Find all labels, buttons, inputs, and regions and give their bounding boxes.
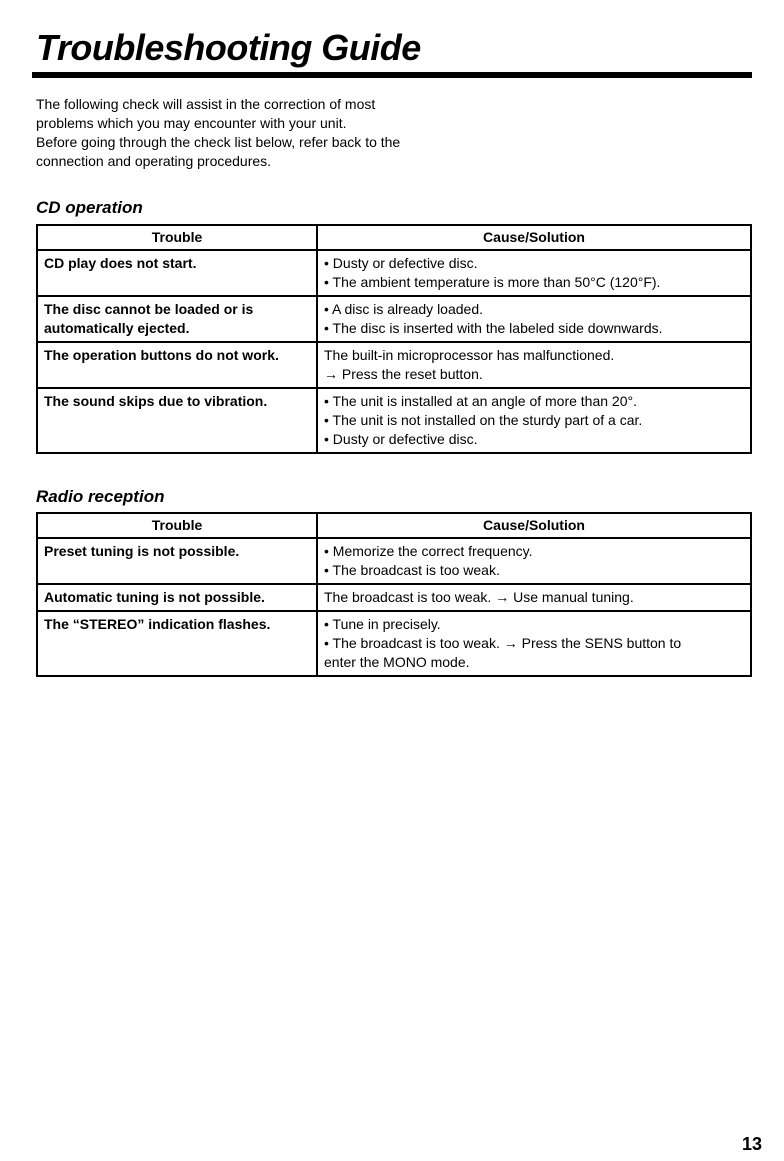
trouble-cell: CD play does not start. <box>37 250 317 296</box>
table-row <box>37 538 751 584</box>
table-row <box>37 584 751 611</box>
table-row <box>37 342 751 388</box>
table-row <box>37 296 751 342</box>
cause-line: • Dusty or defective disc. <box>324 255 478 271</box>
trouble-cell: The sound skips due to vibration. <box>37 388 317 453</box>
radio-troubleshooting-table <box>36 512 752 677</box>
cause-column-header: Cause/Solution <box>317 225 751 250</box>
cause-line: • The broadcast is too weak. → Press the SENS button to <box>324 635 682 651</box>
table-row <box>37 250 751 296</box>
cause-line: • The unit is installed at an angle of more than 20°. <box>324 393 637 409</box>
intro-line: Before going through the check list below, refer back to the <box>36 134 401 150</box>
cd-troubleshooting-table <box>36 224 752 454</box>
radio-table-body <box>37 538 751 676</box>
cd-table-body <box>37 250 751 453</box>
cause-line: • The unit is not installed on the sturdy part of a car. <box>324 412 643 428</box>
cause-cell <box>317 611 751 676</box>
page-number: 13 <box>741 1134 762 1154</box>
trouble-cell: The “STEREO” indication flashes. <box>37 611 317 676</box>
intro-line: problems which you may encounter with your unit. <box>36 115 347 131</box>
cause-line: • Memorize the correct frequency. <box>324 543 533 559</box>
intro-line: connection and operating procedures. <box>36 153 272 169</box>
intro-line: The following check will assist in the correction of most <box>36 96 376 112</box>
cause-cell <box>317 538 751 584</box>
trouble-cell: The disc cannot be loaded or is automatically ejected. <box>37 296 317 342</box>
cause-line: → Press the reset button. <box>324 366 483 382</box>
cause-line: • The disc is inserted with the labeled side downwards. <box>324 320 663 336</box>
trouble-cell: Preset tuning is not possible. <box>37 538 317 584</box>
cd-section-title: CD operation <box>36 198 143 217</box>
cause-line: • The broadcast is too weak. <box>324 562 500 578</box>
trouble-cell: Automatic tuning is not possible. <box>37 584 317 611</box>
trouble-column-header: Trouble <box>37 225 317 250</box>
cause-line: The broadcast is too weak. → Use manual tuning. <box>324 589 634 605</box>
cause-cell <box>317 296 751 342</box>
trouble-cell: The operation buttons do not work. <box>37 342 317 388</box>
cause-column-header: Cause/Solution <box>317 513 751 538</box>
cause-line: The built-in microprocessor has malfunctioned. <box>324 347 615 363</box>
title-rule <box>32 72 752 78</box>
radio-section-title: Radio reception <box>36 487 165 506</box>
cause-line: enter the MONO mode. <box>324 654 470 670</box>
page-title: Troubleshooting Guide <box>36 27 421 68</box>
trouble-column-header: Trouble <box>37 513 317 538</box>
cause-line: • Dusty or defective disc. <box>324 431 478 447</box>
cause-line: • The ambient temperature is more than 50°C (120°F). <box>324 274 661 290</box>
cause-line: • Tune in precisely. <box>324 616 441 632</box>
table-header-row <box>37 225 751 250</box>
cause-cell <box>317 342 751 388</box>
cause-line: • A disc is already loaded. <box>324 301 483 317</box>
table-header-row <box>37 513 751 538</box>
table-row <box>37 388 751 453</box>
cause-cell <box>317 388 751 453</box>
cause-cell <box>317 250 751 296</box>
cause-cell <box>317 584 751 611</box>
table-row <box>37 611 751 676</box>
intro-text <box>36 95 516 171</box>
